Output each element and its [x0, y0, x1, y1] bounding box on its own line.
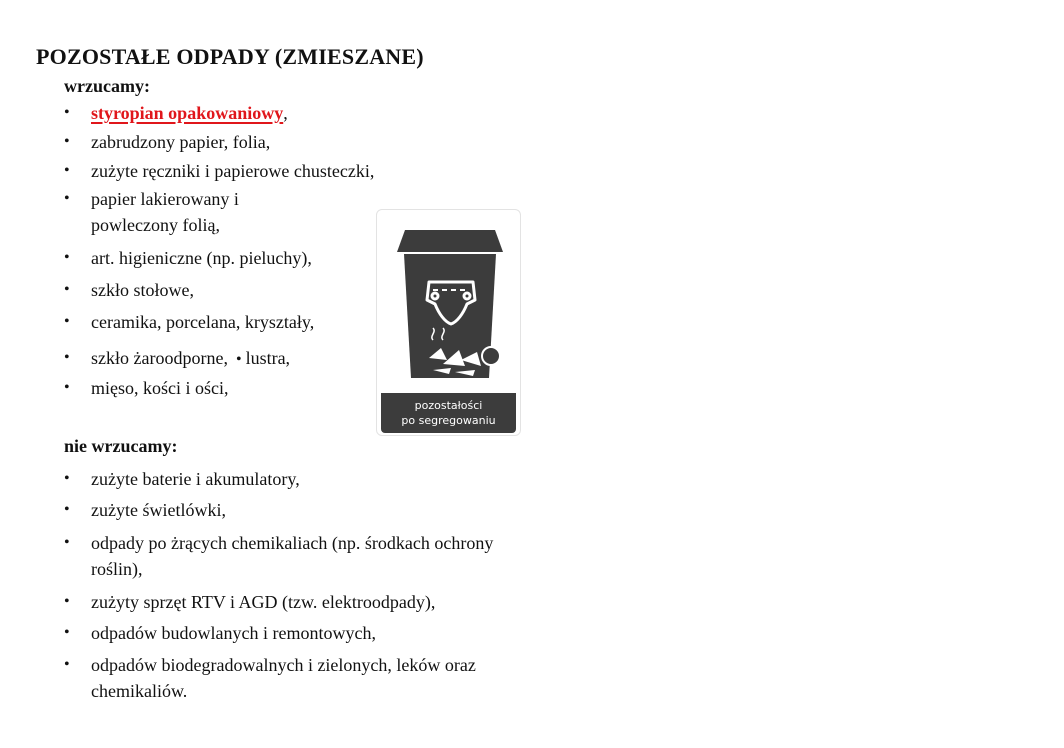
- item-text-line2: powleczony folią,: [91, 215, 220, 235]
- item-text: art. higieniczne (np. pieluchy),: [91, 248, 312, 268]
- bullet: •: [64, 656, 70, 673]
- list-item: [64, 186, 374, 245]
- item-text: zużyty sprzęt RTV i AGD (tzw. elektroodpady),: [91, 592, 436, 612]
- list-item: [64, 466, 493, 497]
- allowed-list: [64, 100, 374, 405]
- inline-bullet: •: [235, 351, 242, 368]
- item-text: ceramika, porcelana, kryształy,: [91, 312, 315, 332]
- list-item: [64, 497, 493, 530]
- bullet: •: [64, 104, 70, 121]
- page-title: POZOSTAŁE ODPADY (ZMIESZANE): [36, 44, 424, 69]
- bullet: •: [64, 501, 70, 518]
- item-text-line1: odpady po żrących chemikaliach (np. środkach ochrony: [91, 533, 494, 553]
- badge-line2: po segregowaniu: [401, 414, 496, 427]
- list-item: [64, 100, 374, 129]
- bin-lid: [397, 230, 503, 252]
- list-item: [64, 158, 374, 186]
- bullet: •: [64, 162, 70, 179]
- item-text: mięso, kości i ości,: [91, 378, 229, 398]
- item-text: szkło żaroodporne,: [91, 348, 228, 368]
- item-text-line1: odpadów biodegradowalnych i zielonych, leków oraz: [91, 655, 476, 675]
- allowed-heading: wrzucamy:: [64, 76, 150, 96]
- item-text-line2: roślin),: [91, 559, 143, 579]
- bullet: •: [64, 470, 70, 487]
- bullet: •: [64, 593, 70, 610]
- badge-label: [381, 393, 516, 433]
- list-item: [64, 309, 374, 345]
- list-item: [64, 652, 493, 708]
- list-item: [64, 345, 374, 375]
- bullet: •: [64, 249, 70, 266]
- item-suffix: ,: [283, 103, 288, 123]
- item-text: zużyte ręczniki i papierowe chusteczki,: [91, 161, 375, 181]
- list-item: [64, 245, 374, 277]
- bullet: •: [64, 534, 70, 551]
- bullet: •: [64, 624, 70, 641]
- item-text-line2: chemikaliów.: [91, 681, 188, 701]
- bullet: •: [64, 313, 70, 330]
- list-item: [64, 530, 493, 589]
- forbidden-heading: nie wrzucamy:: [64, 436, 178, 456]
- item-text-2: lustra,: [245, 348, 291, 368]
- badge-line1: pozostałości: [414, 399, 483, 412]
- item-text: szkło stołowe,: [91, 280, 194, 300]
- bullet: •: [64, 281, 70, 298]
- list-item: [64, 129, 374, 158]
- list-item: [64, 589, 493, 620]
- list-item: [64, 620, 493, 652]
- bullet: •: [64, 133, 70, 150]
- item-text: zabrudzony papier, folia,: [91, 132, 271, 152]
- list-item: [64, 277, 374, 309]
- item-text: zużyte świetlówki,: [91, 500, 226, 520]
- waste-bin-badge: [376, 209, 521, 436]
- item-text: odpadów budowlanych i remontowych,: [91, 623, 376, 643]
- item-text-line1: papier lakierowany i: [91, 189, 239, 209]
- bin-wheel: [482, 347, 500, 365]
- bullet: •: [64, 190, 70, 207]
- forbidden-list: [64, 466, 493, 708]
- bullet: •: [64, 349, 70, 366]
- item-text: zużyte baterie i akumulatory,: [91, 469, 300, 489]
- highlighted-item: styropian opakowaniowy: [91, 103, 284, 123]
- bullet: •: [64, 379, 70, 396]
- list-item: [64, 375, 374, 405]
